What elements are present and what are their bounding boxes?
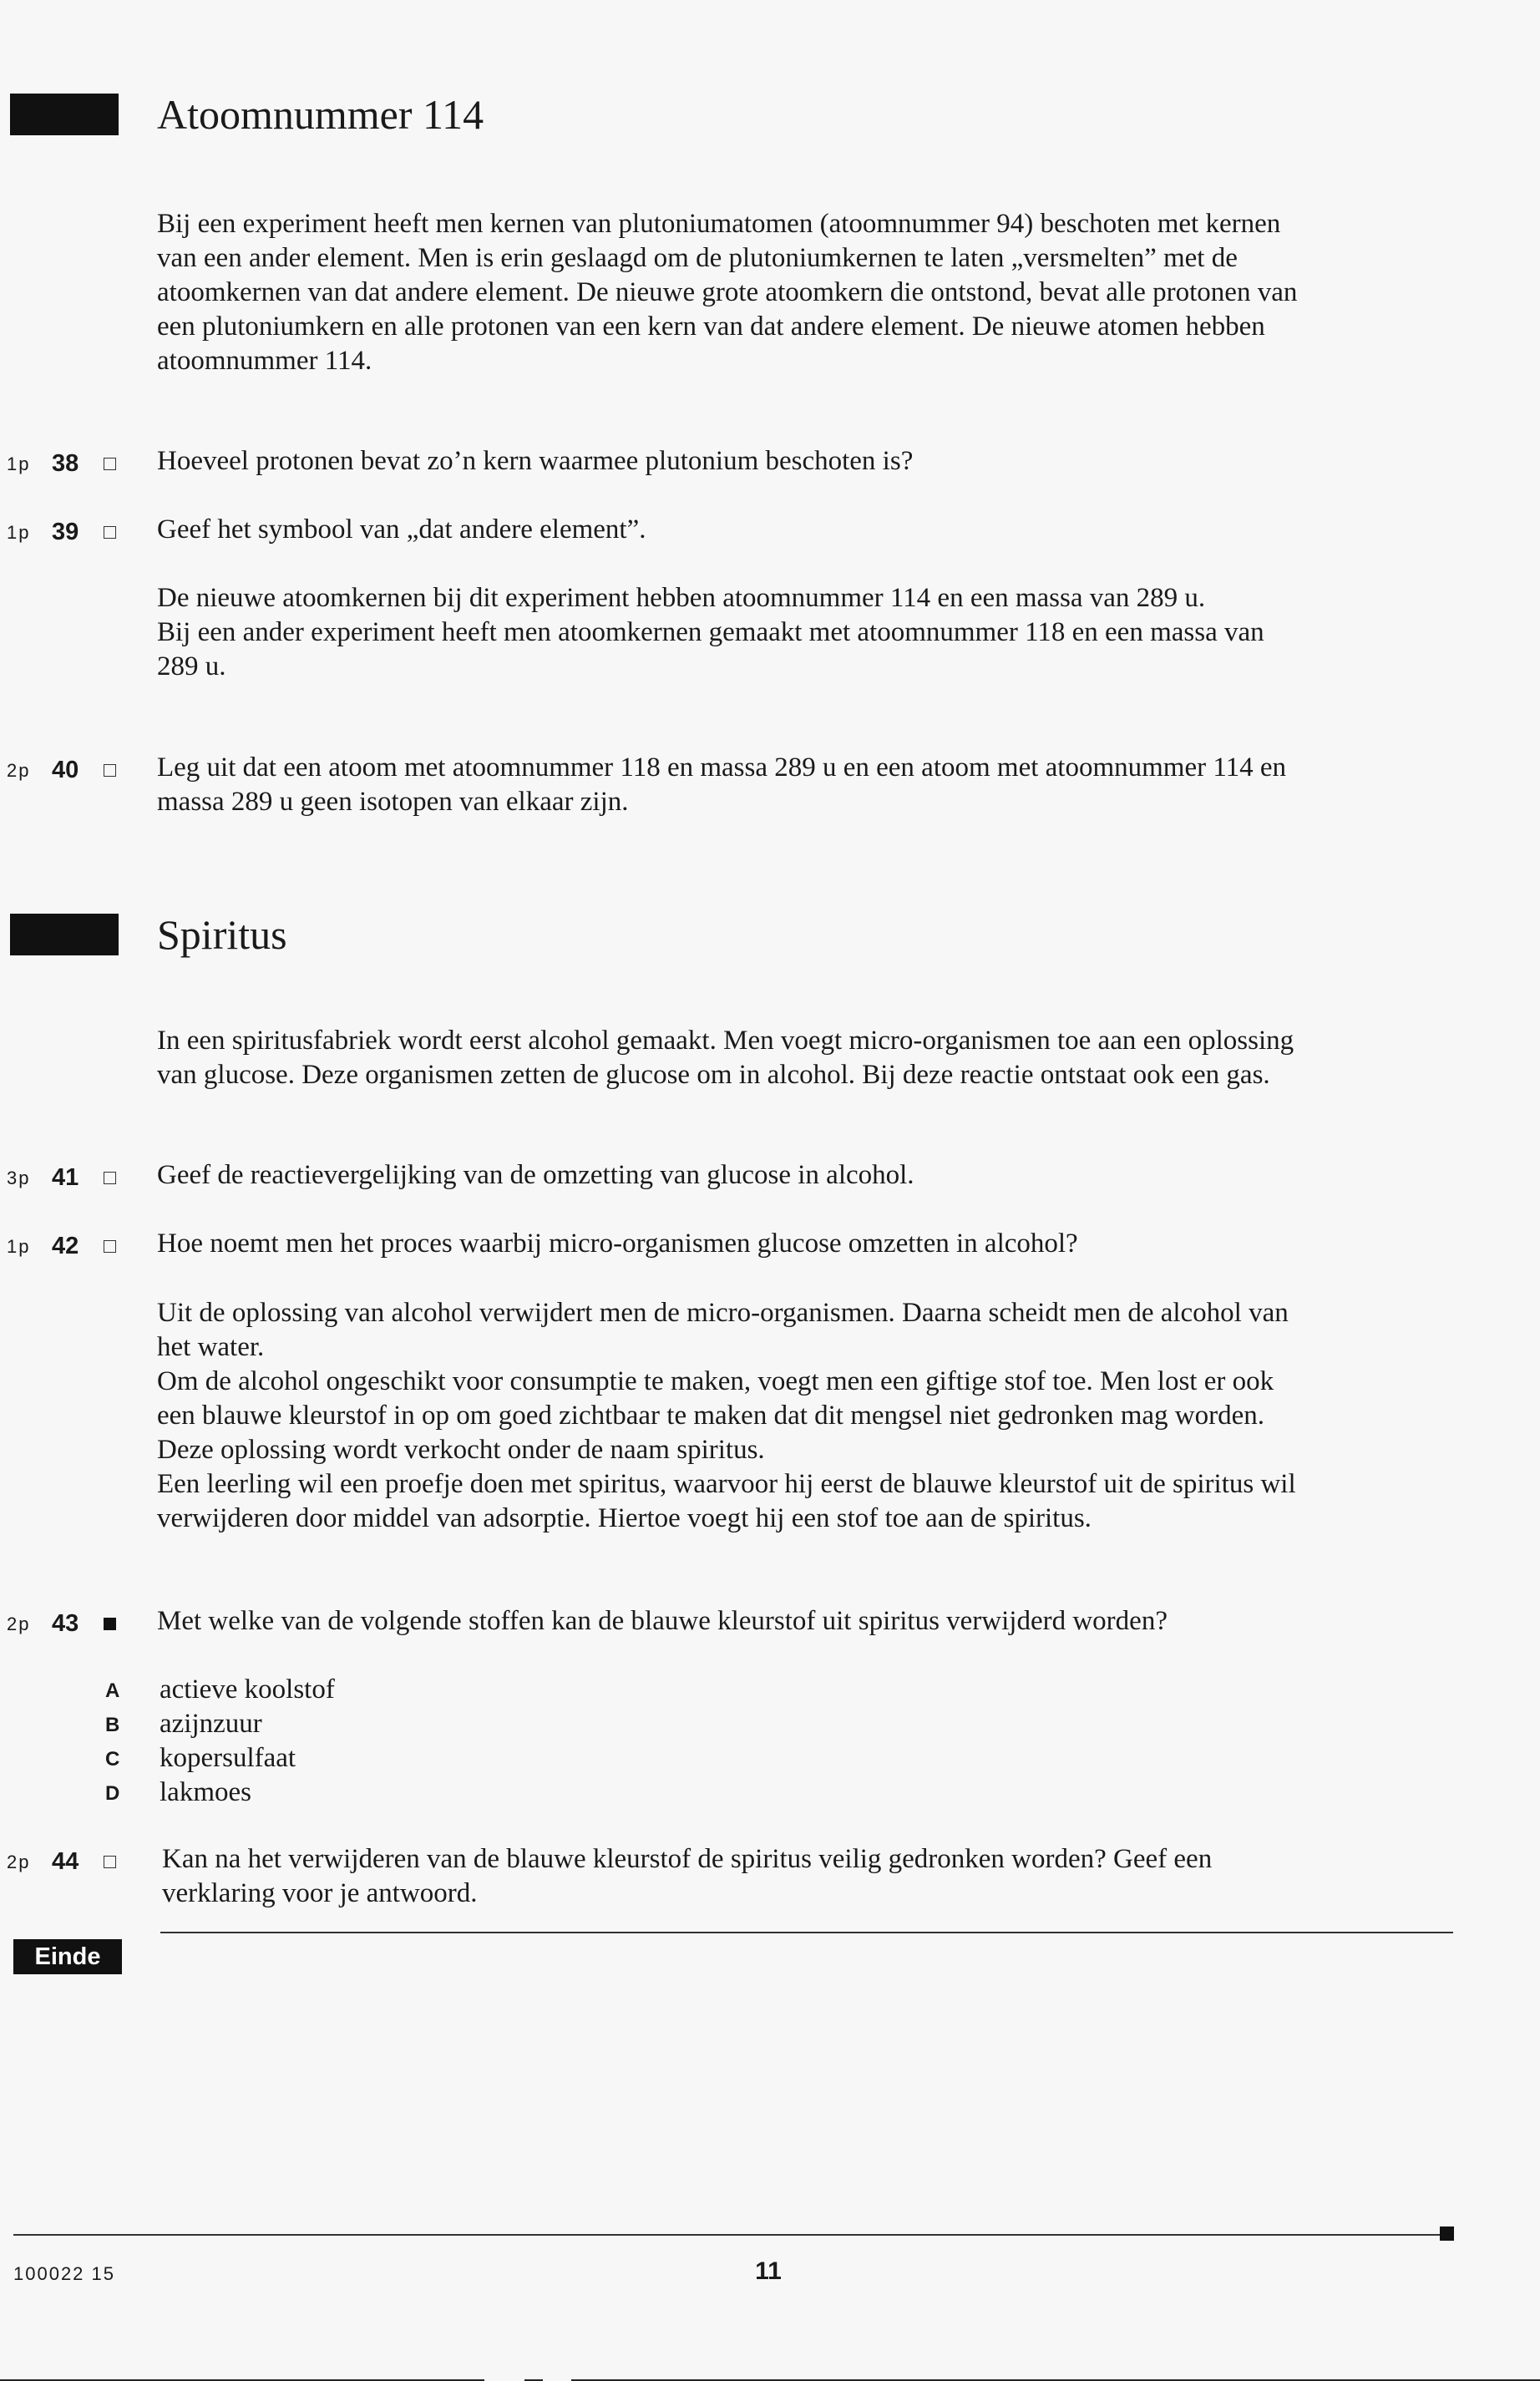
- question-text: Hoeveel protonen bevat zo’n kern waarmee plutonium beschoten is?: [157, 446, 914, 476]
- question-points: 1p: [7, 453, 31, 474]
- passage-paragraph: Om de alcohol ongeschikt voor consumptie te maken, voegt men een giftige stof toe. Men lost er ook een blauwe kleurstof in op om goed zichtbaar te maken dat dit mengsel niet gedronken mag worden. Deze oplossing wordt verkocht onder de naam spiritus.: [157, 1366, 1274, 1465]
- multiple-choice-marker: [104, 1618, 116, 1630]
- intro-paragraph: Bij een experiment heeft men kernen van plutoniumatomen (atoomnummer 94) beschoten met kernen van een ander element. Men is erin geslaagd om de plutoniumkernen te laten „versmelten” met de atoomkernen van dat andere element. De nieuwe grote atoomkern die ontstond, bevat alle protonen van een plutoniumkern en alle protonen van een kern van dat andere element. De nieuwe atomen hebben atoomnummer 114.: [157, 209, 1298, 376]
- question-text: Met welke van de volgende stoffen kan de blauwe kleurstof uit spiritus verwijderd worden?: [157, 1606, 1168, 1636]
- option-letter: D: [105, 1782, 120, 1805]
- passage-paragraph: Bij een ander experiment heeft men atoomkernen gemaakt met atoomnummer 118 en een massa van 289 u.: [157, 617, 1264, 681]
- option-letter: A: [105, 1679, 120, 1702]
- end-label: Einde: [13, 1939, 122, 1974]
- answer-checkbox[interactable]: [104, 1240, 116, 1253]
- intro-paragraph: In een spiritusfabriek wordt eerst alcohol gemaakt. Men voegt micro-organismen toe aan een oplossing van glucose. Deze organismen zetten de glucose om in alcohol. Bij deze reactie ontstaat ook een gas.: [157, 1026, 1294, 1090]
- footer-divider: [13, 2234, 1450, 2236]
- section-marker-bar: [10, 914, 119, 955]
- section-title-atoomnummer: Atoomnummer 114: [157, 91, 484, 138]
- passage-paragraph: Een leerling wil een proefje doen met spiritus, waarvoor hij eerst de blauwe kleurstof uit de spiritus wil verwijderen door middel van adsorptie. Hiertoe voegt hij een stof toe aan de spiritus.: [157, 1469, 1296, 1533]
- footer-square-marker: [1440, 2226, 1454, 2241]
- page-number: 11: [755, 2257, 782, 2285]
- question-number: 38: [52, 450, 79, 477]
- question-points: 1p: [7, 522, 31, 543]
- question-text: Leg uit dat een atoom met atoomnummer 118 en massa 289 u en een atoom met atoomnummer 114 en massa 289 u geen isotopen van elkaar zijn.: [157, 752, 1287, 817]
- question-number: 40: [52, 757, 79, 783]
- context-passage: [157, 581, 1310, 684]
- answer-checkbox[interactable]: [104, 1172, 116, 1184]
- answer-checkbox[interactable]: [104, 526, 116, 539]
- passage-paragraph: De nieuwe atoomkernen bij dit experiment hebben atoomnummer 114 en een massa van 289 u.: [157, 583, 1206, 613]
- question-text: Hoe noemt men het proces waarbij micro-organismen glucose omzetten in alcohol?: [157, 1228, 1078, 1259]
- question-points: 1p: [7, 1236, 31, 1257]
- question-points: 2p: [7, 760, 31, 781]
- option-text[interactable]: actieve koolstof: [160, 1674, 335, 1705]
- question-number: 42: [52, 1233, 79, 1259]
- question-number: 39: [52, 519, 79, 545]
- question-points: 2p: [7, 1852, 31, 1872]
- answer-checkbox[interactable]: [104, 764, 116, 777]
- question-text: Kan na het verwijderen van de blauwe kleurstof de spiritus veilig gedronken worden? Geef een verklaring voor je antwoord.: [162, 1844, 1213, 1908]
- question-number: 44: [52, 1848, 79, 1875]
- question-number: 41: [52, 1164, 79, 1191]
- option-text[interactable]: lakmoes: [160, 1777, 251, 1807]
- question-number: 43: [52, 1610, 79, 1637]
- question-text: Geef het symbool van „dat andere element”.: [157, 514, 646, 545]
- end-divider: [160, 1932, 1453, 1933]
- option-letter: C: [105, 1748, 120, 1771]
- option-letter: B: [105, 1714, 120, 1736]
- answer-checkbox[interactable]: [104, 1856, 116, 1868]
- section-intro-spiritus: [157, 1024, 1310, 1092]
- question-points: 3p: [7, 1168, 31, 1188]
- section-title-spiritus: Spiritus: [157, 911, 287, 958]
- footer-code: 100022 15: [13, 2263, 115, 2284]
- answer-checkbox[interactable]: [104, 458, 116, 470]
- question-points: 2p: [7, 1614, 31, 1634]
- question-text: Geef de reactievergelijking van de omzetting van glucose in alcohol.: [157, 1160, 914, 1190]
- passage-paragraph: Uit de oplossing van alcohol verwijdert men de micro-organismen. Daarna scheidt men de alcohol van het water.: [157, 1298, 1289, 1362]
- option-text[interactable]: azijnzuur: [160, 1709, 262, 1739]
- context-passage: [157, 1296, 1310, 1536]
- section-marker-bar: [10, 94, 119, 135]
- section-intro-atoomnummer: [157, 207, 1310, 378]
- option-text[interactable]: kopersulfaat: [160, 1743, 296, 1773]
